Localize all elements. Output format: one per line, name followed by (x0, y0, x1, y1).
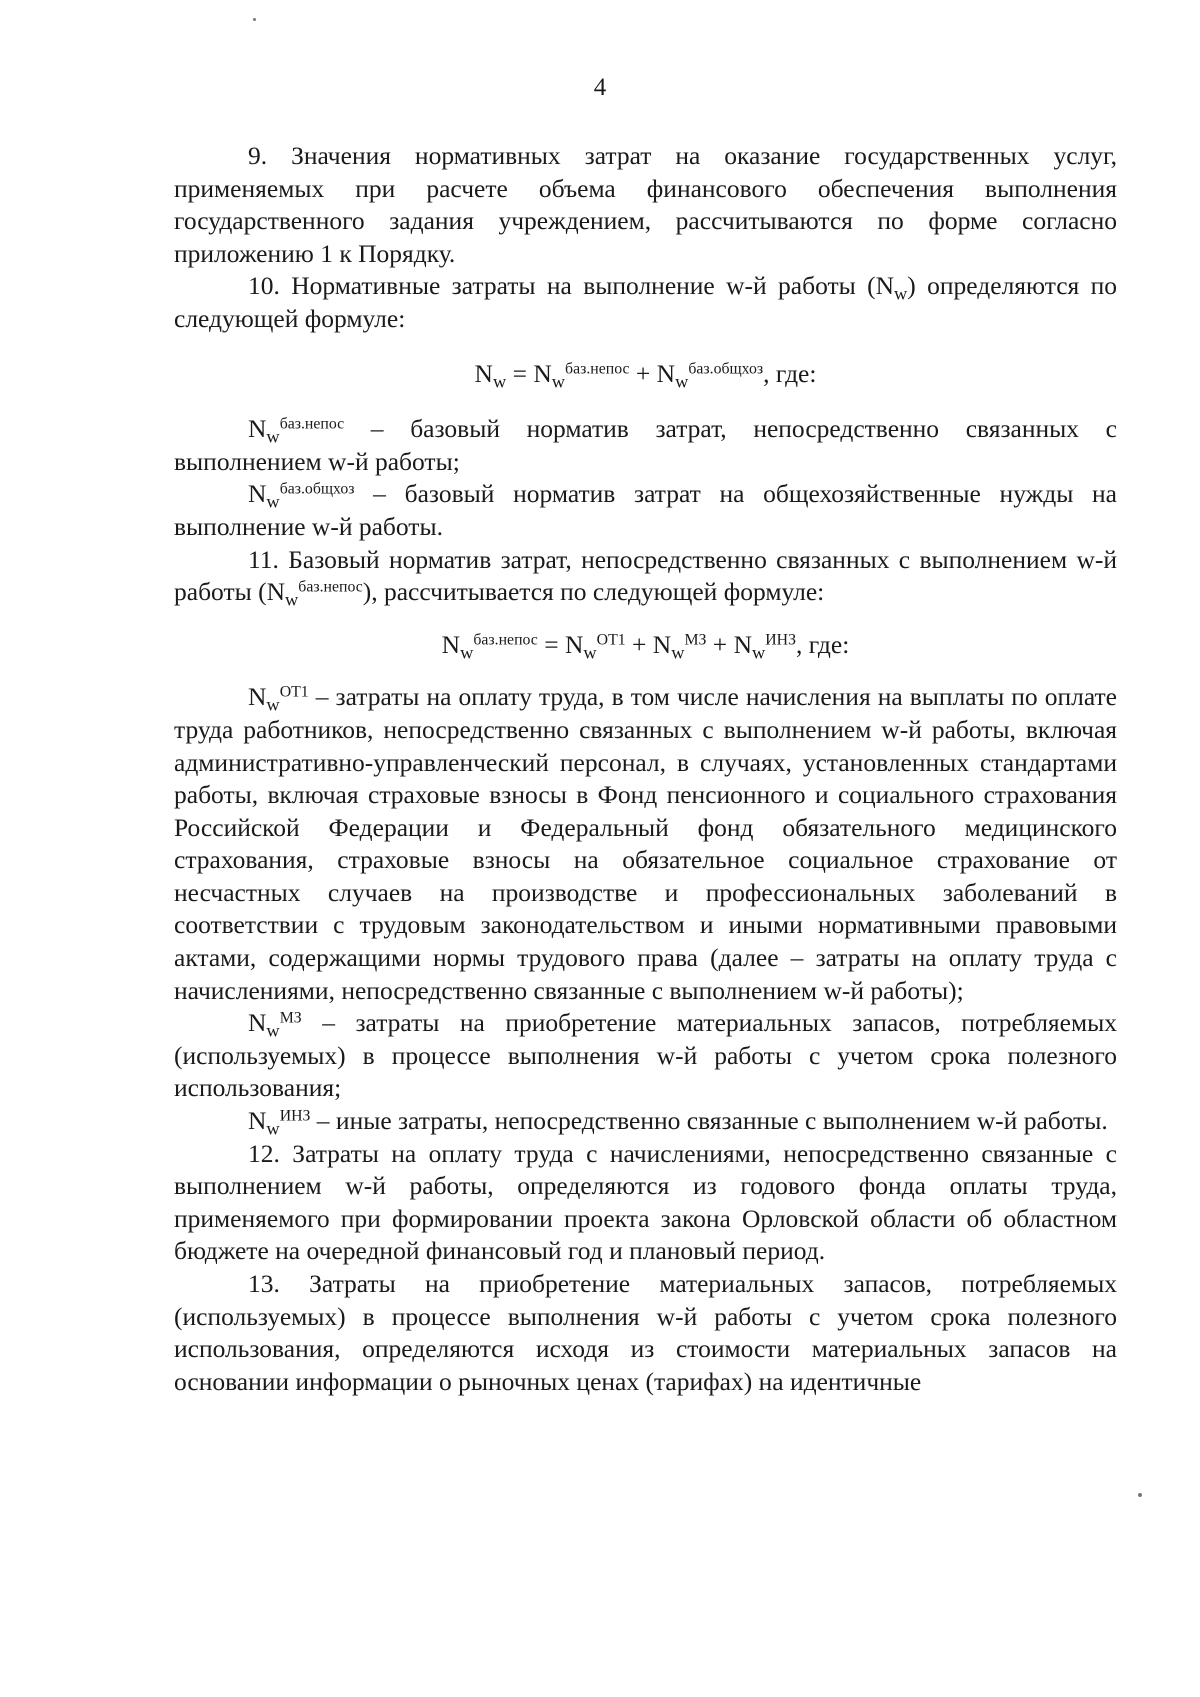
definition-baz-obshhoz: $N_w^{баз.общхоз}$ – базовый норматив затрат на общехозяйственные нужды на выполнение w-й работы. (174, 479, 1117, 541)
formula-nw: $N_w = N_w^{баз.непос} + N_w^{баз.общхоз}$, где: (474, 358, 817, 392)
paragraph-13: 13. Затраты на приобретение материальных запасов, потребляемых (используемых) в процессе выполнения w-й работы с учетом срока полезного использования, определяются исходя из стоимости материальных запасов на основании информации о рыночных ценах (тарифах) на идентичные (174, 1269, 1117, 1396)
paragraph-11: 11. Базовый норматив затрат, непосредственно связанных с выполнением w-й работы $(N_w^{баз.непос})$, рассчитывается по следующей формуле: (174, 544, 1117, 610)
formula-baz-nepos: $N_w^{баз.непос} = N_w^{ОТ1} + N_w^{МЗ} + N_w^{ИНЗ}$, где: (441, 629, 850, 663)
definition-mz: $N_w^{МЗ}$ – затраты на приобретение материальных запасов, потребляемых (используемых) в процессе выполнения w-й работы с учетом срока полезного использования; (174, 1008, 1117, 1103)
document-body (174, 140, 1117, 1398)
definition-inz: $N_w^{ИНЗ}$ – иные затраты, непосредственно связанные с выполнением w-й работы. (248, 1106, 1108, 1139)
page-number: 4 (593, 74, 607, 101)
definition-baz-nepos: $N_w^{баз.непос}$ – базовый норматив затрат, непосредственно связанных с выполнением w-й работы; (174, 414, 1117, 476)
paragraph-12: 12. Затраты на оплату труда с начислениями, непосредственно связанные с выполнением w-й работы, определяются из годового фонда оплаты труда, применяемого при формировании проекта закона Орловской области об областном бюджете на очередной финансовый год и плановый период. (174, 1138, 1117, 1266)
scan-speck (253, 18, 256, 21)
paragraph-9: 9. Значения нормативных затрат на оказание государственных услуг, применяемых при расчете объема финансового обеспечения выполнения государственного задания учреждением, рассчитываются по форме согласно приложению 1 к Порядку. (174, 141, 1117, 268)
definition-ot1: $N_w^{ОТ1}$ – затраты на оплату труда, в том числе начисления на выплаты по оплате труда работников, непосредственно связанных с выполнением w-й работы, включая административно-управленческий персонал, в случаях, установленных стандартами работы, включая страховые взносы в Фонд пенсионного и социального страхования Российской Федерации и Федеральный фонд обязательного медицинского страхования, страховые взносы на обязательное социальное страхование от несчастных случаев на производстве и профессиональных заболеваний в соответствии с трудовым законодательством и иными нормативными правовыми актами, содержащими нормы трудового права (далее – затраты на оплату труда с начислениями, непосредственно связанные с выполнением w-й работы); (174, 682, 1117, 1005)
scan-speck (1138, 1493, 1142, 1497)
paragraph-10: 10. Нормативные затраты на выполнение w-й работы $(N_w)$ определяются по следующей формуле: (174, 271, 1117, 333)
